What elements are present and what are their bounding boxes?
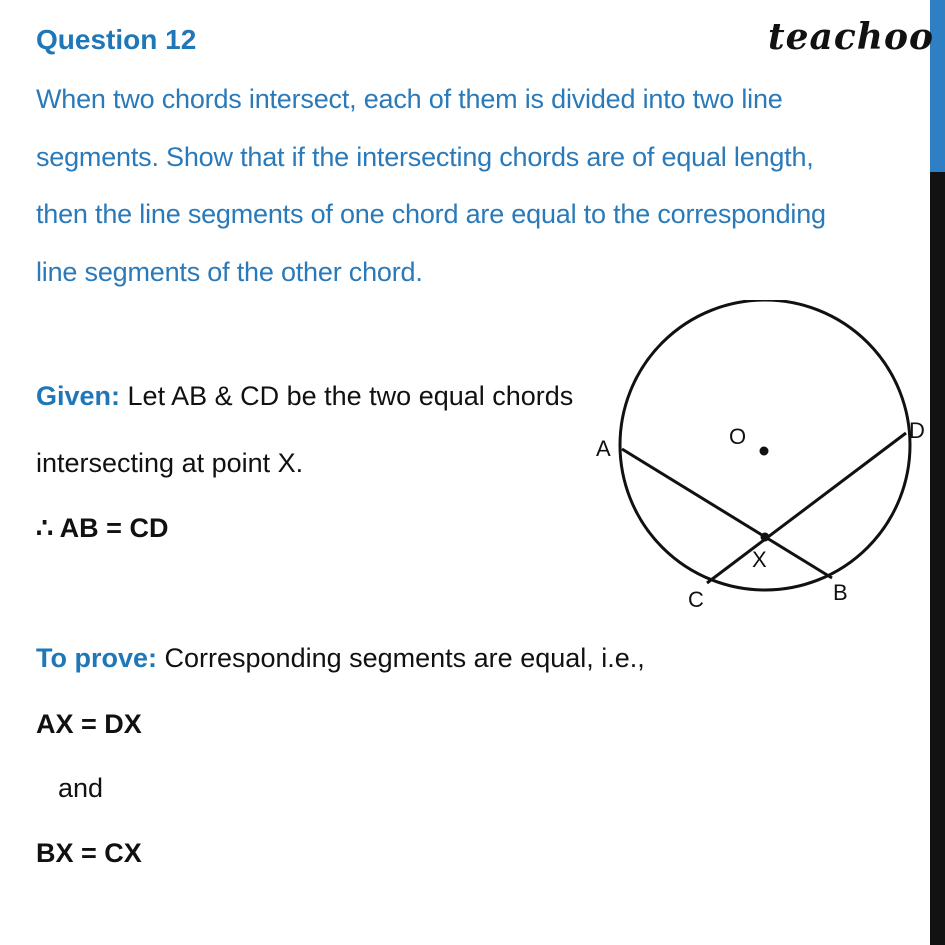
connector-and: and [58, 773, 104, 803]
label-x: X [752, 547, 767, 572]
intersection-point-x [761, 533, 770, 542]
given-conclusion: ∴ AB = CD [36, 513, 169, 543]
question-text-line-2: segments. Show that if the intersecting chords are of equal length, [36, 142, 814, 172]
equation-bx-cx: BX = CX [36, 838, 142, 868]
equation-ax-dx: AX = DX [36, 709, 142, 739]
given-statement [36, 381, 573, 412]
to-prove-label: To prove: [36, 643, 157, 673]
to-prove-statement [36, 643, 645, 674]
label-d: D [909, 418, 925, 443]
to-prove-text: Corresponding segments are equal, i.e., [157, 643, 645, 673]
given-label: Given: [36, 381, 121, 411]
center-point-o [760, 447, 769, 456]
teachoo-logo: teachoo [768, 16, 934, 58]
label-o: O [729, 424, 747, 449]
question-title: Question 12 [36, 24, 197, 55]
given-text: Let AB & CD be the two equal chords [120, 381, 574, 411]
question-text-line-4: line segments of the other chord. [36, 257, 423, 287]
label-c: C [688, 587, 704, 612]
question-text-line-1: When two chords intersect, each of them is divided into two line [36, 84, 783, 114]
given-text-line-2: intersecting at point X. [36, 448, 304, 478]
label-b: B [833, 580, 848, 605]
circle-chords-diagram [585, 300, 930, 620]
question-text-line-3: then the line segments of one chord are equal to the corresponding [36, 199, 826, 229]
label-a: A [596, 436, 611, 461]
chord-cd [707, 433, 906, 583]
